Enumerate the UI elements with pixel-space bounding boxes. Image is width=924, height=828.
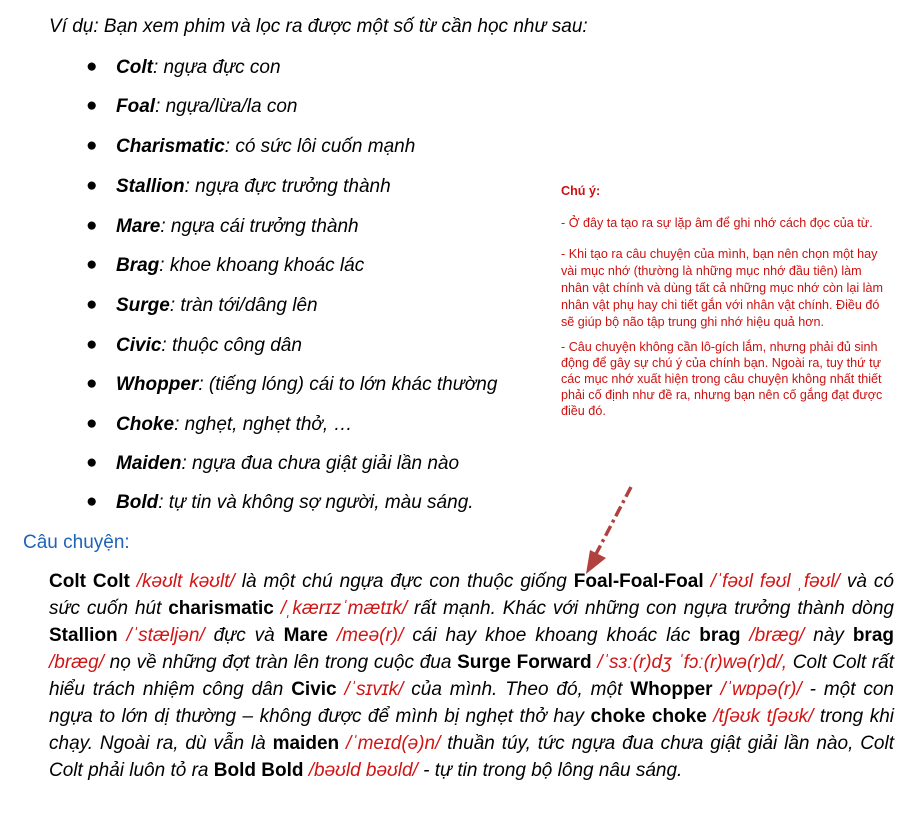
story-text: Colt Colt rất hiểu trách nhiệm công dân <box>49 652 894 700</box>
story-ipa: /ˈmeɪd(ə)n/ <box>339 733 441 754</box>
story-text: thuần túy, tức ngựa đua chưa giật giải lần nào, Colt Colt phải luôn tỏ ra <box>49 733 894 781</box>
story-ipa: /ˈwɒpə(r)/ <box>712 679 802 700</box>
vocab-meaning: : có sức lôi cuốn mạnh <box>224 136 416 157</box>
vocab-term: Choke <box>116 414 175 435</box>
vocab-meaning: : (tiếng lóng) cái to lớn khác thường <box>198 374 498 395</box>
vocab-item <box>86 294 318 317</box>
vocab-term: Stallion <box>116 176 185 197</box>
story-term: Foal-Foal-Foal <box>573 571 704 592</box>
vocab-meaning: : thuộc công dân <box>161 335 302 356</box>
bullet-icon: ● <box>86 215 98 236</box>
story-term: Stallion <box>49 625 118 646</box>
vocab-term: Colt <box>116 57 153 78</box>
story-ipa: /tʃəʊk tʃəʊk/ <box>706 706 814 727</box>
story-ipa: /meə(r)/ <box>327 625 404 646</box>
vocab-meaning: : nghẹt, nghẹt thở, … <box>174 414 353 435</box>
story-term: Civic <box>291 679 337 700</box>
story-term: charismatic <box>168 598 274 619</box>
note-paragraph: - Câu chuyện không cần lô-gích lắm, nhưng phải đủ sinh động để gây sự chú ý của chính bạn. Ngoài ra, tuy thứ tự các mục nhớ xuất hiện trong câu chuyện không nhất thiết phải cố định như đề ra, nhưng bạn nên cố gắng đạt được điều đó. <box>561 340 883 418</box>
story-text: là một chú ngựa đực con thuộc giống <box>234 571 574 592</box>
vocab-meaning: : ngựa đua chưa giật giải lần nào <box>181 453 460 474</box>
story-term: maiden <box>272 733 340 754</box>
story-ipa: /ˈsɜː(r)dʒ ˈfɔː(r)wə(r)d/, <box>591 652 788 673</box>
story-ipa: /bræɡ/ <box>740 625 805 646</box>
story-term: Bold Bold <box>213 760 304 781</box>
vocab-meaning: : ngựa đực con <box>152 57 281 78</box>
story-text: rất mạnh. Khác với những con ngựa trưởng thành dòng <box>407 598 894 619</box>
vocab-term: Bold <box>116 492 159 513</box>
vocab-meaning: : ngựa/lừa/la con <box>155 96 298 117</box>
note-title: Chú ý: <box>561 184 601 198</box>
vocab-item <box>86 95 298 118</box>
vocab-item <box>86 373 498 396</box>
vocab-item <box>86 334 302 357</box>
story-term: brag <box>852 625 894 646</box>
story-text: cái hay khoe khoang khoác lác <box>403 625 700 646</box>
story-text: của mình. Theo đó, một <box>403 679 631 700</box>
vocab-item <box>86 135 416 158</box>
vocab-meaning: : ngựa đực trưởng thành <box>184 176 391 197</box>
vocab-term: Maiden <box>116 453 182 474</box>
story-ipa: /ˈstæljən/ <box>117 625 205 646</box>
vocab-meaning: : tràn tới/dâng lên <box>169 295 318 316</box>
story-term: Surge Forward <box>457 652 592 673</box>
bullet-icon: ● <box>86 491 98 512</box>
story-text: trong khi chạy. Ngoài ra, dù vẫn là <box>49 706 895 754</box>
story-term: Whopper <box>630 679 713 700</box>
vocab-item <box>86 413 353 436</box>
bullet-icon: ● <box>86 413 98 434</box>
note-paragraph: - Khi tạo ra câu chuyện của mình, bạn nên chọn một hay vài mục nhớ (thường là những mục nhớ đầu tiên) làm nhân vật chính và dùng tất cả những mục nhớ còn lại làm nhân vật phụ hay chi tiết gắn với nhân vật chính. Điều đó sẽ giúp bộ não tập trung ghi nhớ hiệu quả hơn. <box>561 247 883 329</box>
bullet-icon: ● <box>86 452 98 473</box>
bullet-icon: ● <box>86 334 98 355</box>
story-term: Mare <box>283 625 328 646</box>
vocab-term: Foal <box>116 96 156 117</box>
vocab-term: Brag <box>116 255 160 276</box>
story-text: và có sức cuốn hút <box>49 571 894 619</box>
story-term: Colt Colt <box>49 571 130 592</box>
vocab-item <box>86 452 460 475</box>
story-ipa: /bəʊld bəʊld/ <box>303 760 418 781</box>
vocab-term: Civic <box>116 335 162 356</box>
intro-text: Ví dụ: Bạn xem phim và lọc ra được một số từ cần học như sau: <box>49 16 588 37</box>
bullet-icon: ● <box>86 254 98 275</box>
story-term: choke choke <box>590 706 707 727</box>
story-heading: Câu chuyện: <box>23 532 130 553</box>
story-text: - một con ngựa to lớn dị thường – không được để mình bị nghẹt thở hay <box>49 679 894 727</box>
vocab-meaning: : tự tin và không sợ người, màu sáng. <box>158 492 474 513</box>
note-box <box>561 183 883 419</box>
vocab-item <box>86 175 391 198</box>
story-text: này <box>804 625 853 646</box>
vocab-item <box>86 215 359 238</box>
bullet-icon: ● <box>86 175 98 196</box>
note-paragraph: - Ở đây ta tạo ra sự lặp âm để ghi nhớ cách đọc của từ. <box>561 216 873 230</box>
story-term: brag <box>699 625 741 646</box>
story-text: - tự tin trong bộ lông nâu sáng. <box>417 760 683 781</box>
bullet-icon: ● <box>86 56 98 77</box>
story-ipa: /ˌkærɪzˈmætɪk/ <box>273 598 408 619</box>
vocab-item <box>86 254 365 277</box>
vocab-term: Whopper <box>116 374 199 395</box>
vocab-item <box>86 56 281 79</box>
pointer-arrow-icon <box>560 470 650 580</box>
story-ipa: /ˈfəʊl fəʊl ˌfəʊl/ <box>703 571 840 592</box>
story-ipa: /ˈsɪvɪk/ <box>336 679 404 700</box>
vocab-term: Charismatic <box>116 136 225 157</box>
bullet-icon: ● <box>86 95 98 116</box>
vocab-meaning: : ngựa cái trưởng thành <box>160 216 359 237</box>
story-ipa: /kəʊlt kəʊlt/ <box>129 571 235 592</box>
vocab-item <box>86 491 474 514</box>
bullet-icon: ● <box>86 373 98 394</box>
story-paragraph <box>49 568 894 784</box>
vocab-term: Mare <box>116 216 161 237</box>
bullet-icon: ● <box>86 135 98 156</box>
vocab-term: Surge <box>116 295 170 316</box>
story-text: nọ về những đợt tràn lên trong cuộc đua <box>103 652 458 673</box>
bullet-icon: ● <box>86 294 98 315</box>
story-text: đực và <box>204 625 284 646</box>
vocab-meaning: : khoe khoang khoác lác <box>159 255 365 276</box>
story-ipa: /bræɡ/ <box>49 652 104 673</box>
